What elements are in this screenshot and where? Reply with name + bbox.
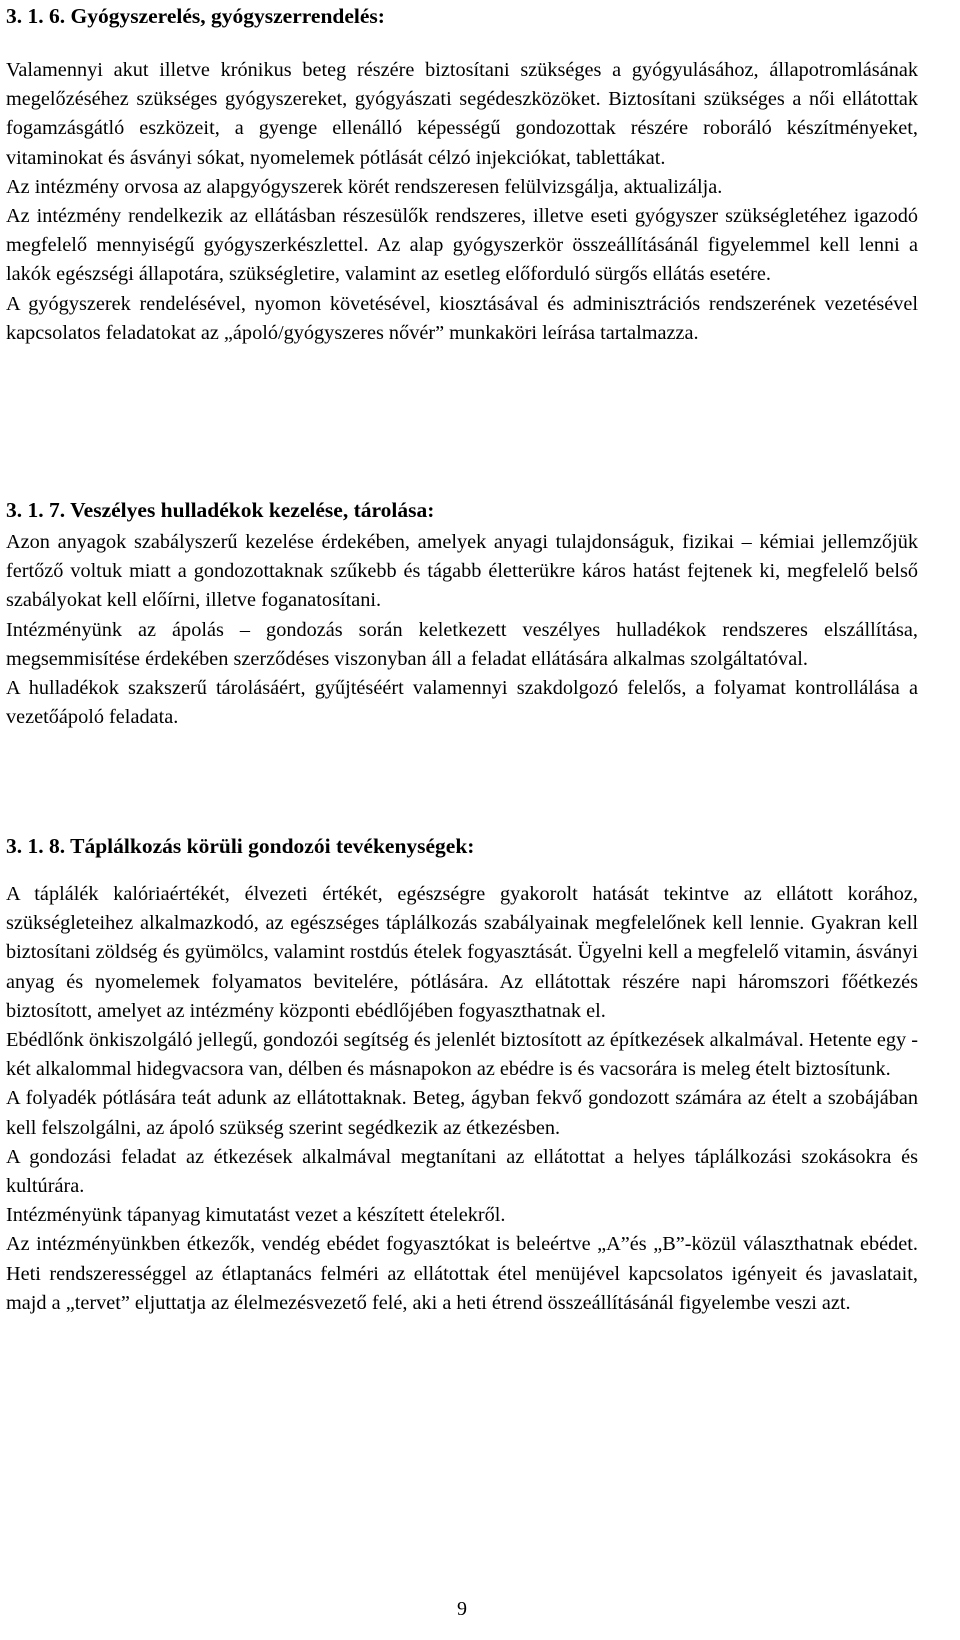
section-heading-taplalkozas [6, 832, 474, 860]
paragraph: A gyógyszerek rendelésével, nyomon követésével, kiosztásával és adminisztrációs rendszerének vezetésével kapcsolatos feladatokat az „ápoló/gyógyszeres nővér” munkaköri leírása tartalmazza. [6, 292, 918, 344]
section-heading-gyogyszereles [6, 2, 385, 30]
paragraph: A folyadék pótlására teát adunk az ellátottaknak. Beteg, ágyban fekvő gondozott számára az ételt a szobájában kell felszolgálni, az ápoló szükség szerint segédkezik az étkezésben. [6, 1087, 918, 1139]
section-body-taplalkozas [6, 880, 918, 1318]
paragraph: Azon anyagok szabályszerű kezelése érdekében, amelyek anyagi tulajdonságuk, fizikai – kémiai jellemzőjük fertőző voltuk miatt a gondozottaknak szűkebb és tágabb életterükre káros hatást fejtenek ki, megfelelő belső szabályokat kell előírni, illetve foganatosítani. [6, 531, 918, 612]
section-title: Táplálkozás körüli gondozói tevékenységek: [70, 834, 475, 858]
section-number: 3. 1. 6. [6, 4, 66, 28]
paragraph: Valamennyi akut illetve krónikus beteg részére biztosítani szükséges a gyógyulásához, állapotromlásának megelőzéséhez szükséges gyógyszereket, gyógyászati segédeszközöket. Biztosítani szükséges a női ellátottak fogamzásgátló eszközeit, a gyenge ellenálló képességű gondozottak részére roboráló készítményeket, vitaminokat és ásványi sókat, nyomelemek pótlását célzó injekciókat, tablettákat. [6, 59, 918, 169]
paragraph: A táplálék kalóriaértékét, élvezeti értékét, egészségre gyakorolt hatását tekintve az ellátott korához, szükségleteihez alkalmazkodó, az egészséges táplálkozás szabályainak megfelelőnek kell lennie. Gyakran kell biztosítani zöldség és gyümölcs, valamint rostdús ételek fogyasztását. Ügyelni kell a megfelelő vitamin, ásványi anyag és nyomelemek folyamatos bevitelére, pótlására. Az ellátottak részére napi háromszori főétkezés biztosított, amelyet az intézmény központi ebédlőjében fogyaszthatnak el. [6, 883, 918, 1022]
section-body-veszelyes-hulladekok [6, 528, 918, 732]
section-number: 3. 1. 8. [6, 834, 66, 858]
paragraph: A gondozási feladat az étkezések alkalmával megtanítani az ellátottat a helyes táplálkozási szokásokra és kultúrára. [6, 1145, 918, 1198]
paragraph: Intézményünk az ápolás – gondozás során keletkezett veszélyes hulladékok rendszeres elszállítása, megsemmisítése érdekében szerződéses viszonyban áll a feladat ellátására alkalmas szolgáltatóval. [6, 618, 918, 670]
paragraph: A hulladékok szakszerű tárolásáért, gyűjtéséért valamennyi szakdolgozó felelős, a folyamat kontrollálása a vezetőápoló feladata. [6, 677, 918, 729]
section-title: Veszélyes hulladékok kezelése, tárolása: [70, 498, 435, 522]
paragraph: Az intézmény rendelkezik az ellátásban részesülők rendszeres, illetve eseti gyógyszer szükségletéhez igazodó megfelelő mennyiségű gyógyszerkészlettel. Az alap gyógyszerkör összeállításánál figyelemmel kell lenni a lakók egészségi állapotára, szükségletire, valamint az esetleg előforduló sürgős ellátás esetére. [6, 205, 918, 286]
paragraph: Ebédlőnk önkiszolgáló jellegű, gondozói segítség és jelenlét biztosított az építkezések alkalmával. Hetente egy - két alkalommal hidegvacsora van, délben és másnapokon az ebédre is és vacsorára is meleg ételt biztosítunk. [6, 1029, 918, 1081]
paragraph: Az intézmény orvosa az alapgyógyszerek körét rendszeresen felülvizsgálja, aktualizálja. [6, 175, 723, 198]
section-body-gyogyszereles [6, 56, 918, 348]
section-title: Gyógyszerelés, gyógyszerrendelés: [70, 4, 385, 28]
section-number: 3. 1. 7. [6, 498, 66, 522]
paragraph: Az intézményünkben étkezők, vendég ebédet fogyasztókat is beleértve „A”és „B”-közül választhatnak ebédet. Heti rendszerességgel az étlaptanács felméri az ellátottak étel menüjével kapcsolatos igényeit és javaslatait, majd a „tervet” eljuttatja az élelmezésvezető felé, aki a heti étrend összeállításánál figyelembe veszi azt. [6, 1233, 918, 1314]
section-heading-veszelyes-hulladekok [6, 496, 434, 524]
paragraph: Intézményünk tápanyag kimutatást vezet a készített ételekről. [6, 1204, 506, 1227]
page-number: 9 [457, 1598, 467, 1620]
